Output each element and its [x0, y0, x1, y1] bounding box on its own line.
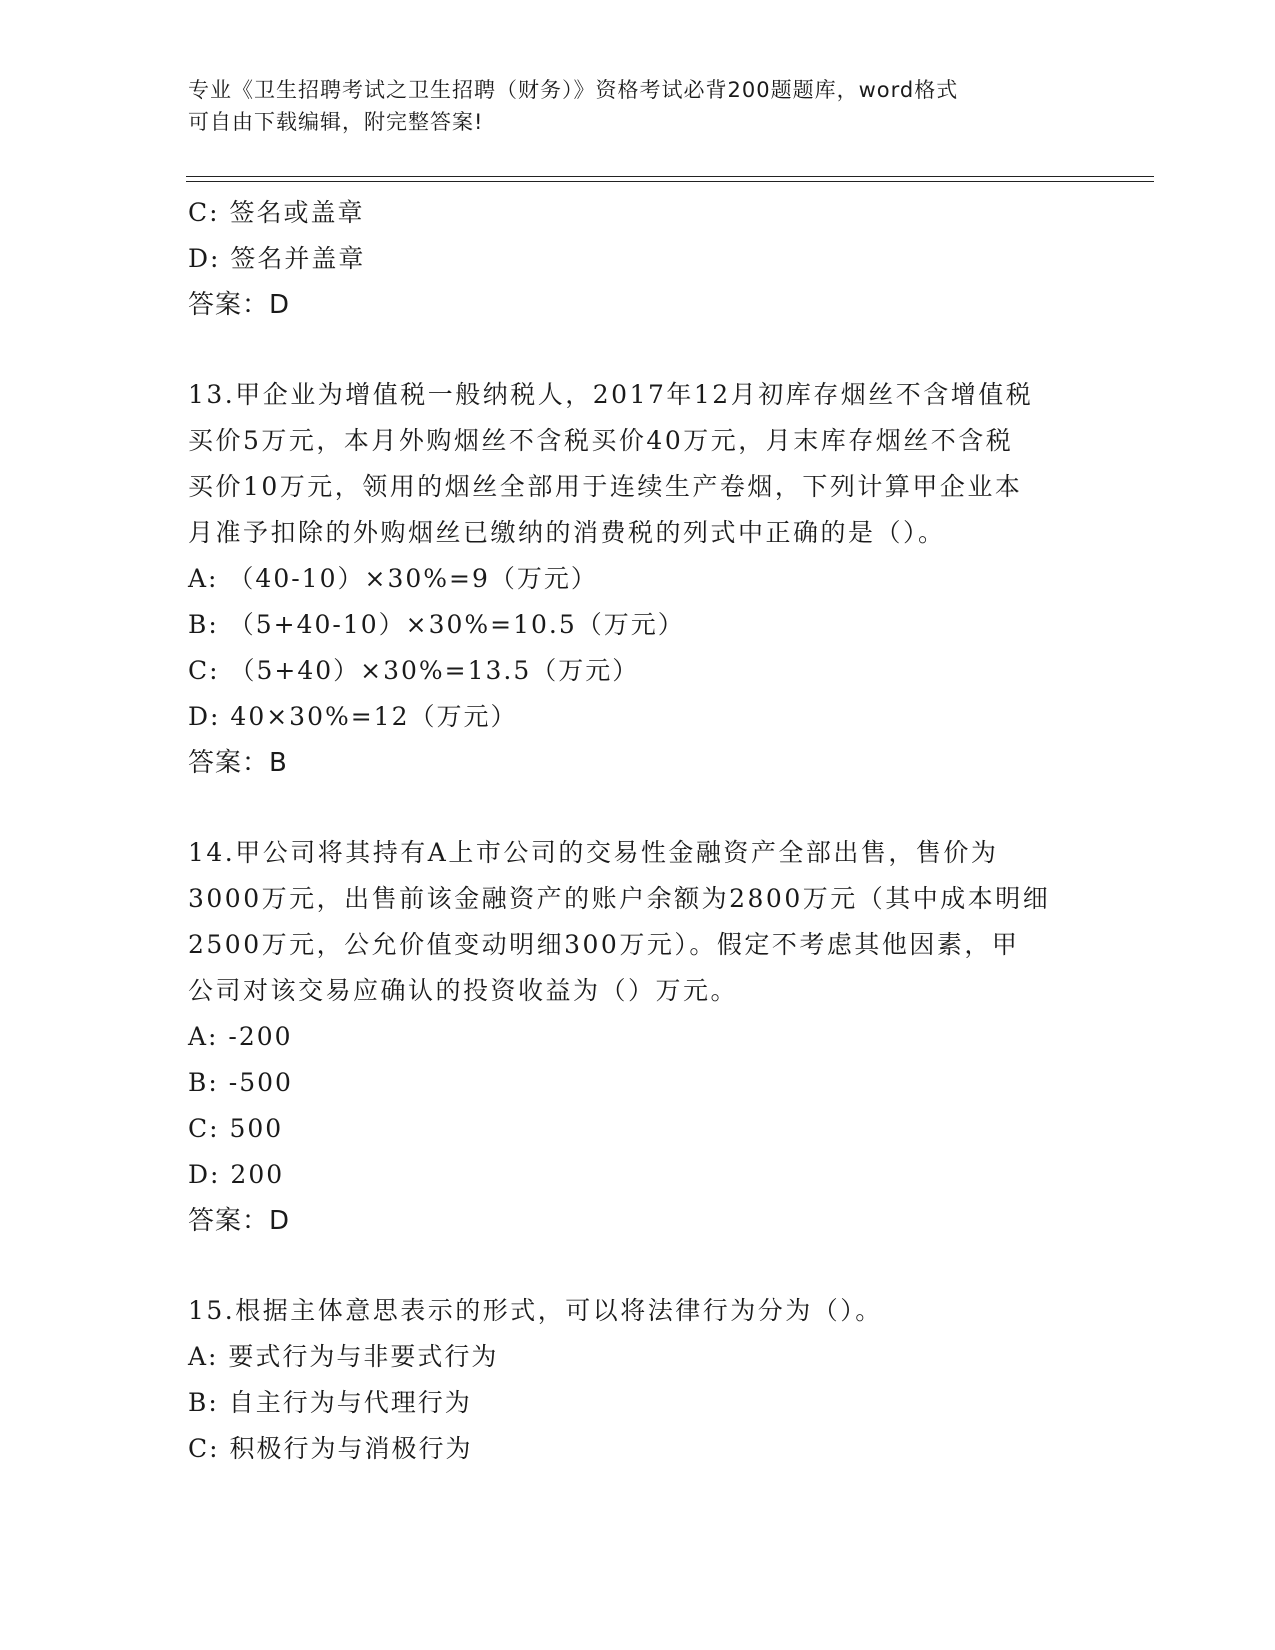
option-b: B: （5+40-10）×30%=10.5（万元）: [188, 610, 685, 639]
option-c: C: 积极行为与消极行为: [188, 1434, 473, 1463]
option-d: D: 200: [188, 1160, 285, 1189]
question-stem-line: 14.甲公司将其持有A上市公司的交易性金融资产全部出售，售价为: [188, 838, 999, 867]
option-c: C: （5+40）×30%=13.5（万元）: [188, 656, 640, 685]
question-stem-line: 15.根据主体意思表示的形式，可以将法律行为分为（）。: [188, 1296, 883, 1325]
question-spacer: [188, 786, 1088, 830]
question-15: [188, 1288, 1088, 1472]
question-stem-line: 公司对该交易应确认的投资收益为（）万元。: [188, 976, 739, 1005]
question-stem-line: 买价5万元，本月外购烟丝不含税买价40万元，月末库存烟丝不含税: [188, 426, 1014, 455]
header-divider-bottom: [186, 181, 1154, 182]
option-b: B: 自主行为与代理行为: [188, 1388, 472, 1417]
question-13: [188, 372, 1088, 786]
option-d: D: 签名并盖章: [188, 244, 366, 273]
option-a: A: 要式行为与非要式行为: [188, 1342, 499, 1371]
question-12-tail: [188, 190, 1088, 328]
option-b: B: -500: [188, 1068, 293, 1097]
question-spacer: [188, 328, 1088, 372]
question-stem-line: 买价10万元，领用的烟丝全部用于连续生产卷烟，下列计算甲企业本: [188, 472, 1023, 501]
question-stem-line: 2500万元，公允价值变动明细300万元）。假定不考虑其他因素，甲: [188, 930, 1020, 959]
question-spacer: [188, 1244, 1088, 1288]
question-stem-line: 13.甲企业为增值税一般纳税人，2017年12月初库存烟丝不含增值税: [188, 380, 1034, 409]
answer-line: 答案：D: [188, 1206, 291, 1236]
option-d: D: 40×30%=12（万元）: [188, 702, 518, 731]
header-divider-top: [186, 176, 1154, 177]
option-c: C: 签名或盖章: [188, 198, 365, 227]
option-a: A: （40-10）×30%=9（万元）: [188, 564, 598, 593]
answer-line: 答案：D: [188, 290, 291, 320]
header-title-line-1: 专业《卫生招聘考试之卫生招聘（财务）》资格考试必背200题题库，word格式: [188, 78, 959, 102]
header-title-line-2: 可自由下载编辑，附完整答案!: [188, 110, 484, 134]
question-stem-line: 月准予扣除的外购烟丝已缴纳的消费税的列式中正确的是（）。: [188, 518, 946, 547]
question-14: [188, 830, 1088, 1244]
option-a: A: -200: [188, 1022, 293, 1051]
question-list: [188, 190, 1088, 1472]
option-c: C: 500: [188, 1114, 284, 1143]
answer-line: 答案：B: [188, 748, 288, 778]
question-stem-line: 3000万元，出售前该金融资产的账户余额为2800万元（其中成本明细: [188, 884, 1051, 913]
document-header: [188, 74, 1068, 138]
